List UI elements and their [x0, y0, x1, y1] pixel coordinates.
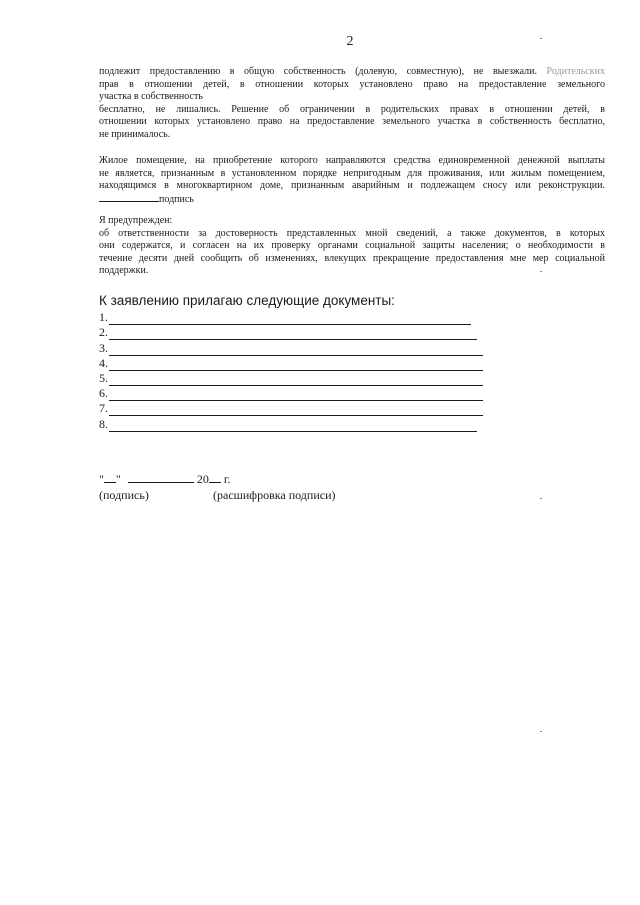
- date-month-field[interactable]: [128, 472, 194, 483]
- attachment-row: [99, 356, 499, 371]
- attachment-number: 5.: [99, 370, 108, 385]
- text-line: не принималось.: [99, 128, 171, 140]
- attachment-number: 3.: [99, 340, 108, 355]
- warning-heading: Я предупрежден:: [99, 215, 173, 226]
- text-line: бесплатно, не лишались. Решение об ограничении в родительских правах в отношении детей, в: [99, 103, 605, 115]
- attachment-row: [99, 401, 499, 416]
- attachment-row: [99, 416, 499, 431]
- date-year-field[interactable]: [209, 472, 221, 483]
- text-line: они содержатся, и согласен на их проверку органами социальной защиты населения; о необходимости в: [99, 240, 605, 252]
- text-line: Жилое помещение, на приобретение которого направляются средства единовременной денежной выплаты: [99, 155, 605, 166]
- text-line: течение десяти дней сообщить об изменениях, влекущих прекращение предоставления мне мер социальной: [99, 252, 605, 264]
- attachment-row: [99, 386, 499, 401]
- scan-speck: [540, 731, 542, 732]
- attachment-field[interactable]: [109, 421, 477, 432]
- text-line: поддержки.: [99, 265, 149, 277]
- scan-speck: [540, 271, 542, 272]
- signature-field[interactable]: [99, 193, 159, 202]
- scan-speck: [540, 38, 542, 39]
- signature-decode-caption: (расшифровка подписи): [213, 488, 336, 502]
- attachment-field[interactable]: [109, 375, 483, 386]
- attachment-field[interactable]: [109, 360, 483, 371]
- text-segment-faded: Родительских: [546, 66, 605, 77]
- page-number: 2: [346, 34, 354, 49]
- attachment-row: [99, 340, 499, 355]
- attachment-field[interactable]: [109, 405, 483, 416]
- date-day-field[interactable]: [104, 472, 116, 483]
- paragraph-housing: [99, 155, 605, 206]
- text-line: об ответственности за достоверность представленных мной сведений, а также документов, в которых: [99, 227, 605, 239]
- date-open-quote: ": [99, 472, 104, 486]
- text-line: не является, признанным в установленном порядке непригодным для проживания, или жилым помещением,: [99, 167, 605, 179]
- attachment-number: 1.: [99, 310, 108, 325]
- text-line: находящимся в многоквартирном доме, признанным аварийным и подлежащем сносу или реконструкции.: [99, 180, 605, 192]
- date-year-suffix: г.: [223, 472, 231, 486]
- date-close-quote: ": [115, 472, 121, 486]
- attachment-number: 2.: [99, 325, 108, 340]
- scan-speck: [540, 498, 542, 499]
- attachment-row: [99, 325, 499, 340]
- text-line: отношении которых установлено право на предоставление земельного участка в собственность бесплатно,: [99, 116, 605, 128]
- attachment-number: 7.: [99, 401, 108, 416]
- text-segment: подлежит предоставлению в общую собственность (долевую, совместную), не выезжали.: [99, 66, 537, 77]
- attachment-field[interactable]: [109, 390, 483, 401]
- paragraph-parental-rights: [99, 66, 605, 142]
- text-line: прав в отношении детей, в отношении которых установлено право на предоставление земельного: [99, 78, 605, 90]
- signature-label: подпись: [159, 193, 194, 205]
- attachment-row: [99, 310, 499, 325]
- attachment-field[interactable]: [109, 345, 483, 356]
- attachments-list: [99, 310, 499, 432]
- attachment-number: 6.: [99, 386, 108, 401]
- signature-row: [99, 193, 605, 207]
- attachment-row: [99, 371, 499, 386]
- text-line: [99, 66, 605, 79]
- date-year-prefix: 20: [196, 472, 209, 486]
- date-row: [99, 472, 230, 487]
- signature-caption: (подпись): [99, 488, 149, 502]
- text-line: участка в собственность: [99, 91, 203, 103]
- attachment-number: 8.: [99, 416, 108, 431]
- attachment-number: 4.: [99, 355, 108, 370]
- warning-section: [99, 215, 605, 278]
- attachment-field[interactable]: [109, 314, 471, 325]
- attachments-title: К заявлению прилагаю следующие документы:: [99, 293, 395, 308]
- attachment-field[interactable]: [109, 329, 477, 340]
